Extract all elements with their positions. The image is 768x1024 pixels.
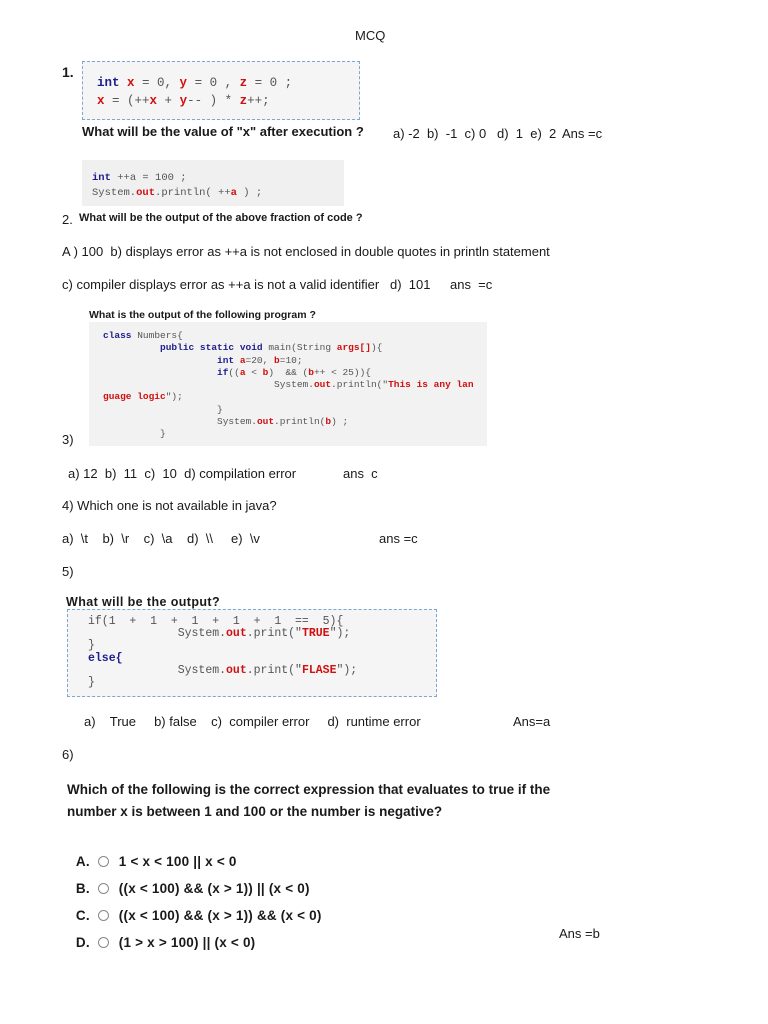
code-token: .print(" [246, 627, 302, 641]
code-token: ++; [247, 94, 270, 108]
question-5-options: a) True b) false c) compiler error d) runtime error [84, 714, 421, 729]
code-line [88, 665, 357, 677]
q5-code-block [88, 616, 357, 689]
code-token: ) ; [236, 187, 263, 199]
code-token: if [103, 366, 229, 378]
code-token: .println( ++ [155, 187, 231, 199]
question-4-text: 4) Which one is not available in java? [62, 498, 277, 513]
question-5-answer: Ans=a [513, 714, 551, 729]
code-token: out [313, 379, 332, 391]
code-token: class [103, 330, 138, 341]
question-2-options-line-2: c) compiler displays error as ++a is not a valid identifier d) 101 [62, 277, 431, 292]
question-2-answer: ans =c [450, 277, 493, 292]
code-token: else{ [88, 651, 123, 665]
code-token: args[] [336, 342, 371, 354]
code-token: FLASE [301, 663, 337, 677]
code-line [103, 367, 474, 379]
code-token: =10; [279, 354, 303, 366]
question-2-number: 2. [62, 212, 73, 227]
question-4-options: a) \t b) \r c) \a d) \\ e) \v [62, 531, 260, 546]
code-token: -- ) * [187, 94, 240, 108]
code-token: out [226, 627, 247, 641]
code-token: public static void [103, 342, 269, 354]
question-6-option-d[interactable] [67, 916, 255, 952]
code-token: TRUE [301, 627, 330, 641]
option-d-text: (1 > x > 100) || (x < 0) [118, 935, 256, 950]
code-token: "); [329, 627, 351, 641]
question-2-text: What will be the output of the above fraction of code ? [79, 212, 363, 224]
question-3-answer: ans c [343, 466, 378, 481]
code-token: x [127, 76, 135, 90]
option-a-text: 1 < x < 100 || x < 0 [118, 854, 237, 869]
option-c-text: ((x < 100) && (x > 1)) && (x < 0) [118, 908, 322, 923]
option-a-letter: A. [75, 854, 90, 869]
question-4-answer: ans =c [379, 531, 418, 546]
code-token: out [136, 187, 156, 199]
code-token: y [179, 76, 188, 90]
code-token: .println( [274, 416, 326, 428]
code-token: int [97, 76, 128, 90]
q5-code-box [67, 609, 437, 697]
code-line [103, 428, 474, 440]
question-1-text: What will be the value of "x" after execution ? [82, 124, 364, 139]
code-line [88, 677, 357, 689]
code-token: This is any lan [388, 379, 474, 391]
question-3-heading: What is the output of the following program ? [89, 309, 316, 321]
code-token: ) && ( [268, 366, 309, 378]
question-6-text-line-2: number x is between 1 and 100 or the number is negative? [67, 804, 443, 819]
option-c-letter: C. [75, 908, 90, 923]
code-token: < [245, 366, 263, 378]
code-token: System. [92, 187, 137, 199]
q1-code-box [82, 61, 360, 120]
question-3-number: 3) [62, 432, 74, 447]
code-token: System. [103, 416, 257, 428]
q2-code-line-2 [92, 187, 262, 199]
code-token: } [88, 639, 95, 653]
question-3-options: a) 12 b) 11 c) 10 d) compilation error [68, 466, 297, 481]
code-line [88, 628, 357, 640]
question-1-answer: Ans =c [562, 126, 603, 141]
code-token: .println(" [331, 379, 389, 391]
code-token: a [239, 354, 246, 366]
code-token: b [274, 354, 280, 366]
code-line [103, 416, 474, 428]
question-5-number: 5) [62, 564, 74, 579]
code-token: "); [165, 391, 183, 403]
q3-code-box [89, 322, 487, 446]
code-token: ){ [370, 342, 383, 354]
code-line [88, 640, 357, 652]
code-token: = 0 ; [247, 76, 293, 90]
code-token: out [256, 416, 275, 428]
code-token: a [239, 366, 246, 378]
code-token: ++ < 25)){ [313, 366, 371, 378]
code-token: x [149, 94, 158, 108]
code-token: ) ; [331, 416, 349, 428]
question-1-options: a) -2 b) -1 c) 0 d) 1 e) 2 [393, 126, 557, 141]
code-line [103, 391, 474, 403]
code-token: System. [103, 379, 314, 391]
code-token: b [262, 366, 269, 378]
question-6-text-line-1: Which of the following is the correct expression that evaluates to true if the [67, 782, 551, 797]
page-title: MCQ [355, 28, 386, 43]
option-b-letter: B. [75, 881, 90, 896]
code-token: int [92, 172, 118, 184]
code-token: a [230, 187, 237, 199]
code-line [103, 330, 474, 342]
question-6-number: 6) [62, 747, 74, 762]
code-line [103, 355, 474, 367]
q2-code-box [82, 160, 344, 206]
code-token: } [103, 428, 166, 440]
question-5-heading: What will be the output? [66, 595, 221, 609]
code-token: System. [88, 663, 227, 677]
code-token: = 0, [134, 76, 180, 90]
code-token: =20, [245, 354, 275, 366]
q2-code-line-1 [92, 172, 187, 184]
code-line [103, 404, 474, 416]
code-token: z [239, 94, 248, 108]
question-6-answer: Ans =b [559, 926, 600, 941]
q1-code-line-1 [97, 76, 292, 90]
code-token: z [239, 76, 248, 90]
code-token: "); [336, 663, 358, 677]
question-1-number: 1. [62, 64, 74, 80]
code-token: main(String [268, 342, 337, 354]
question-2-options-line-1: A ) 100 b) displays error as ++a is not enclosed in double quotes in println statement [62, 244, 550, 259]
code-token: guage logic [103, 391, 166, 403]
code-token: = 0 , [187, 76, 240, 90]
code-line [103, 342, 474, 354]
q1-code-line-2 [97, 94, 270, 108]
option-d-letter: D. [75, 935, 90, 950]
code-token: + [157, 94, 180, 108]
code-token: } [103, 403, 223, 415]
code-token: b [308, 366, 314, 378]
radio-icon[interactable] [98, 937, 109, 948]
code-token: Numbers{ [137, 330, 183, 341]
code-token: x [97, 94, 105, 108]
code-token: = (++ [104, 94, 150, 108]
code-token: System. [88, 627, 227, 641]
code-token: (( [228, 366, 240, 378]
code-line [103, 379, 474, 391]
code-token: .print(" [246, 663, 302, 677]
q3-code-block [103, 330, 474, 441]
code-token: y [179, 94, 188, 108]
code-token: b [325, 416, 332, 428]
code-token: if(1 + 1 + 1 + 1 + 1 == 5){ [88, 615, 344, 628]
option-b-text: ((x < 100) && (x > 1)) || (x < 0) [118, 881, 310, 896]
code-token: } [88, 676, 95, 690]
code-token: int [103, 354, 240, 366]
code-token: ++a = 100 ; [117, 172, 187, 184]
code-token: out [226, 663, 247, 677]
